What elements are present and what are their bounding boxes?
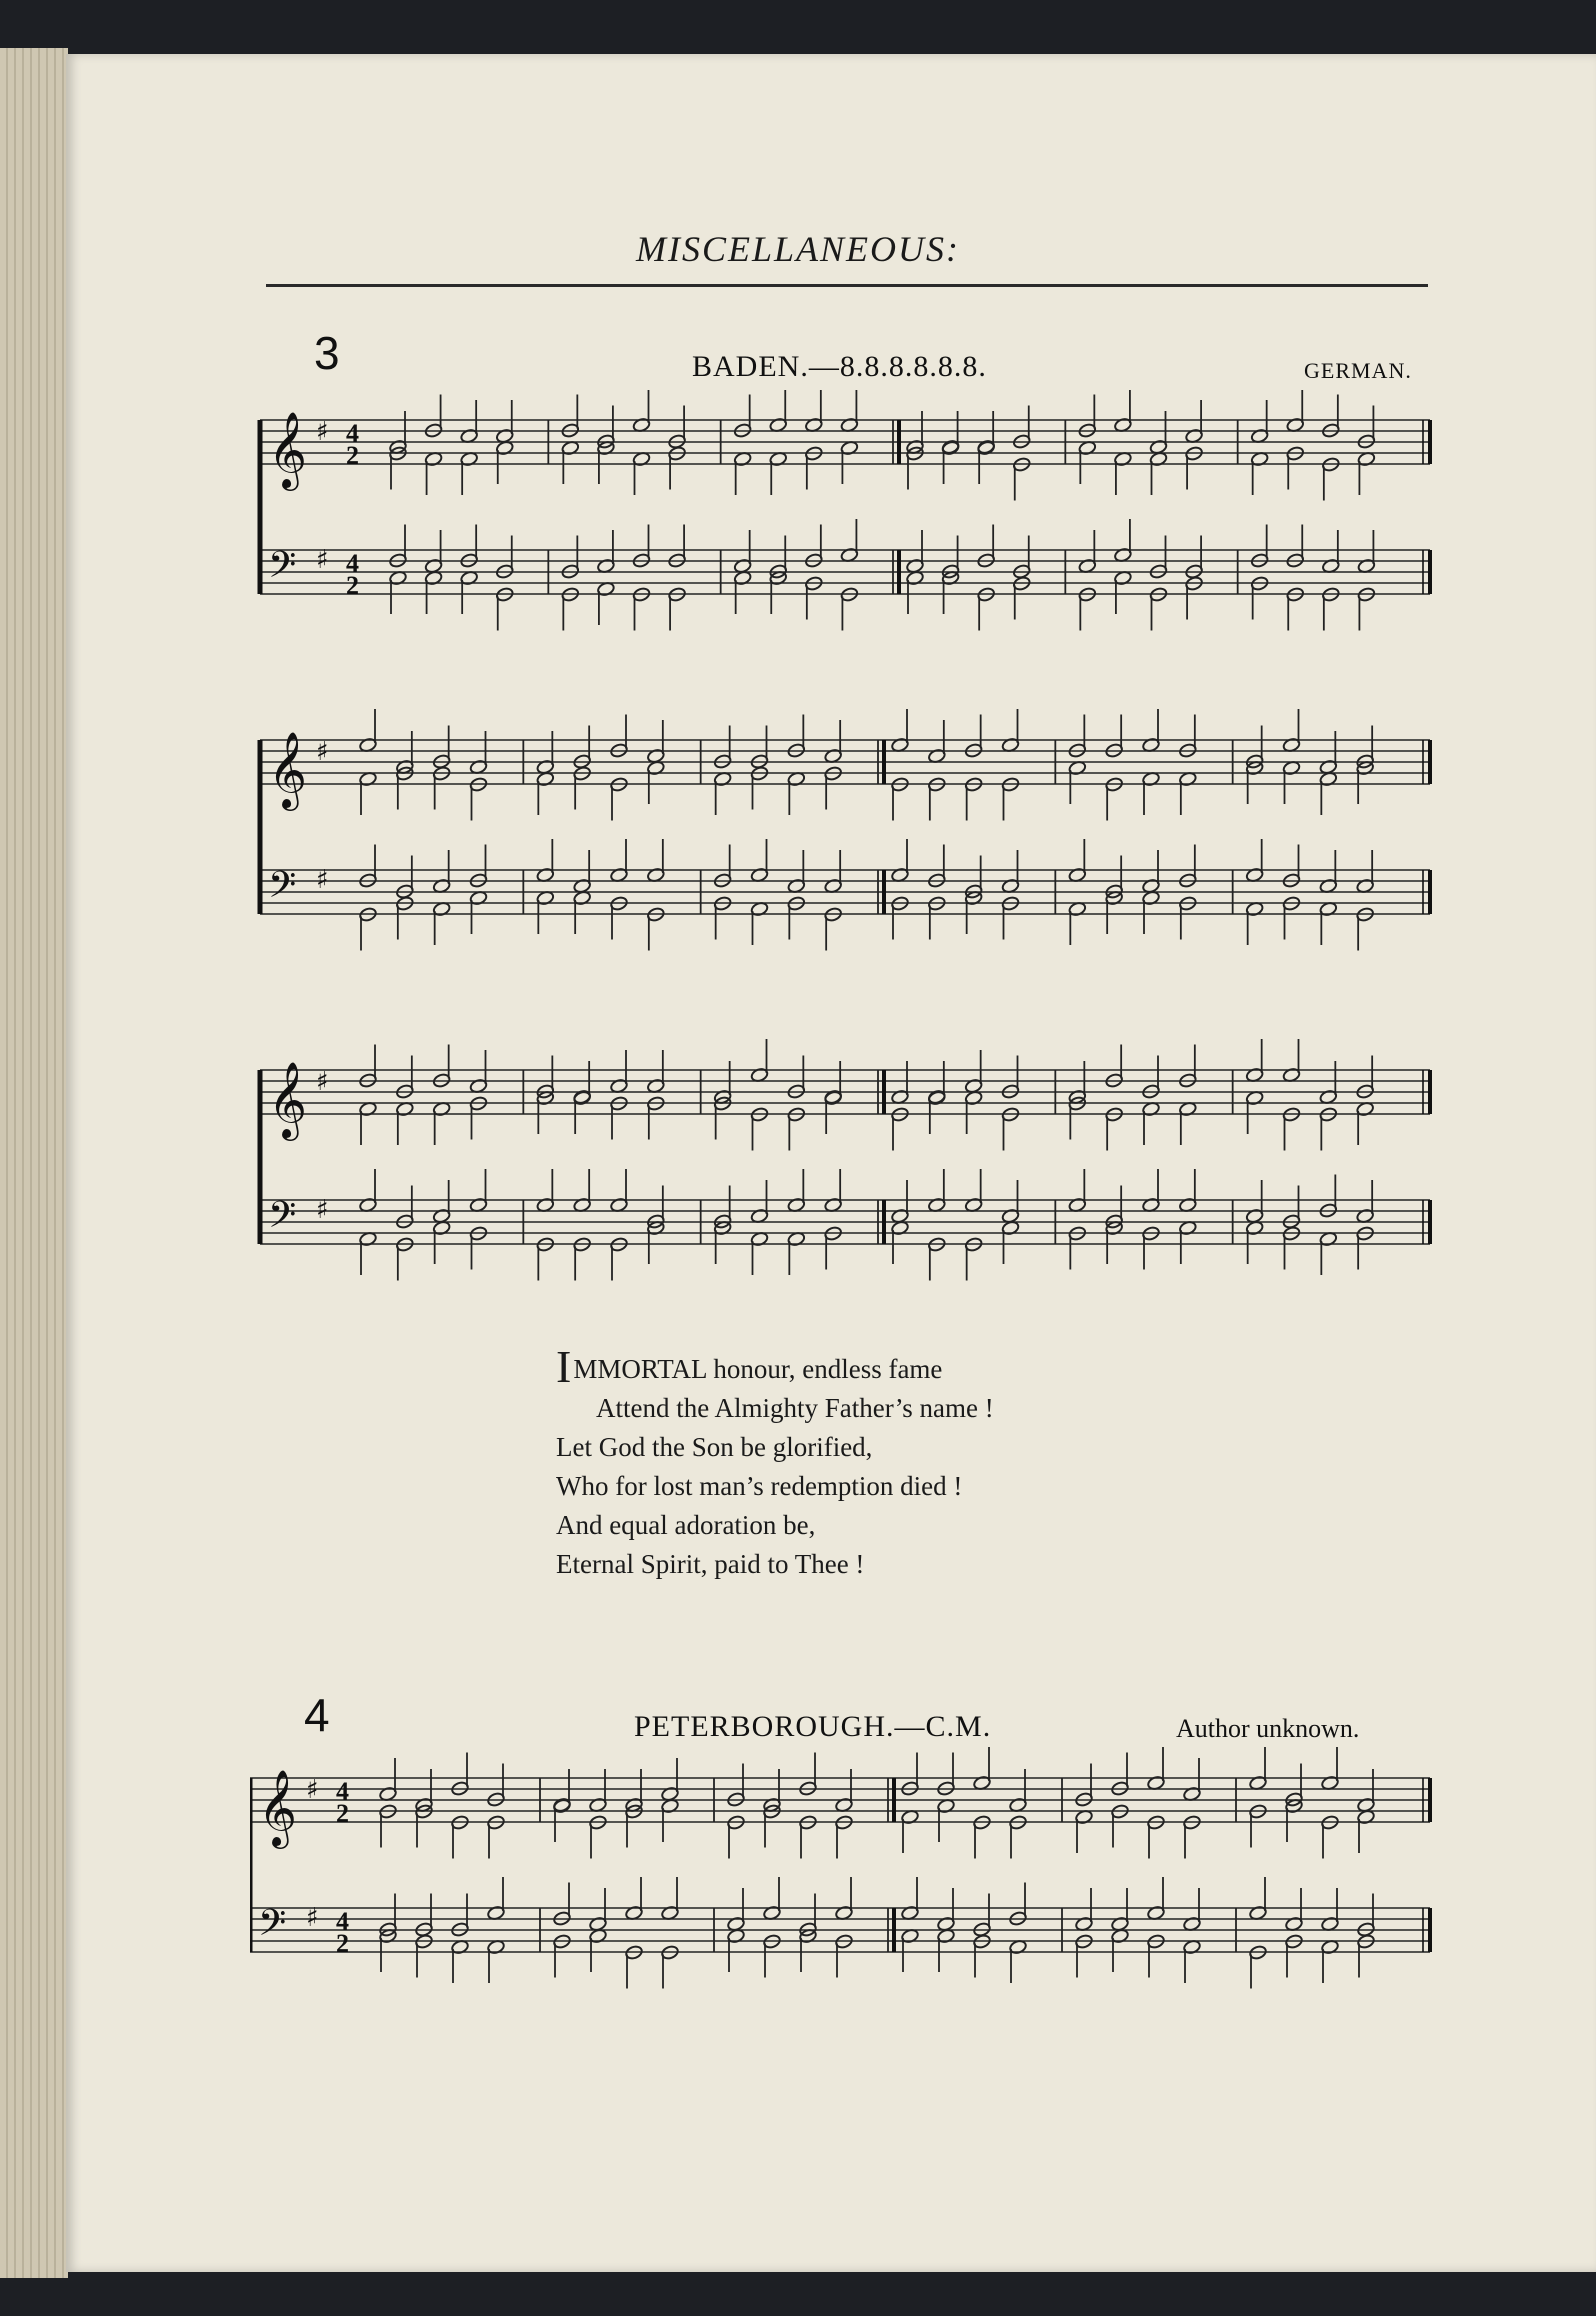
chord bbox=[460, 400, 479, 495]
verse-text bbox=[556, 1341, 994, 1584]
chord bbox=[469, 731, 488, 821]
chord bbox=[1105, 856, 1124, 935]
score-baden bbox=[250, 390, 1450, 1330]
chord bbox=[906, 411, 925, 490]
chord bbox=[1078, 395, 1097, 485]
chord bbox=[1009, 1769, 1028, 1859]
chord bbox=[1178, 715, 1197, 816]
chord bbox=[1319, 1175, 1338, 1276]
chord bbox=[1147, 1877, 1166, 1978]
chord bbox=[1105, 1045, 1124, 1151]
time-signature-top: 4 bbox=[346, 549, 359, 578]
chord bbox=[927, 1169, 946, 1281]
chord bbox=[964, 856, 983, 935]
running-head: MISCELLANEOUS: bbox=[636, 229, 960, 269]
key-sharp-icon: ♯ bbox=[316, 417, 329, 447]
chord bbox=[668, 406, 687, 490]
bass-clef-icon: 𝄢 bbox=[268, 544, 297, 595]
verse-line-4: Who for lost man’s redemption died ! bbox=[556, 1471, 963, 1501]
chord bbox=[1321, 395, 1340, 501]
chord bbox=[460, 525, 479, 615]
chord bbox=[1282, 709, 1301, 804]
chord bbox=[964, 715, 983, 821]
chord bbox=[840, 519, 859, 631]
chord bbox=[1078, 530, 1097, 631]
chord bbox=[432, 726, 451, 810]
chord bbox=[1183, 1888, 1202, 1983]
chord bbox=[432, 1045, 451, 1146]
time-signature-bottom: 2 bbox=[346, 441, 359, 470]
chord bbox=[625, 1769, 644, 1848]
chord bbox=[713, 1061, 732, 1140]
bass-clef-icon: 𝄢 bbox=[268, 1194, 297, 1245]
chord bbox=[927, 720, 946, 821]
chord bbox=[632, 525, 651, 631]
chord bbox=[787, 850, 806, 940]
chord bbox=[804, 390, 823, 490]
chord bbox=[1357, 406, 1376, 496]
verse-line-6: Eternal Spirit, paid to Thee ! bbox=[556, 1549, 865, 1579]
chord bbox=[646, 839, 665, 951]
chord bbox=[1012, 536, 1031, 620]
chord bbox=[469, 1050, 488, 1140]
chord bbox=[941, 536, 960, 615]
chord bbox=[1356, 850, 1375, 951]
chord bbox=[451, 1753, 470, 1859]
chord bbox=[1142, 1056, 1161, 1146]
chord bbox=[750, 726, 769, 810]
chord bbox=[891, 839, 910, 940]
chord bbox=[1075, 1764, 1094, 1854]
chord bbox=[1321, 1747, 1340, 1859]
chord bbox=[395, 856, 414, 940]
verse-line-2: Attend the Almighty Father’s name ! bbox=[596, 1393, 994, 1423]
verse-line-1 bbox=[556, 1341, 994, 1392]
chord bbox=[964, 1169, 983, 1281]
treble-clef-icon: 𝄞 bbox=[258, 1769, 298, 1846]
chord bbox=[395, 1056, 414, 1146]
composer-peterborough: Author unknown. bbox=[1176, 1714, 1360, 1743]
chord bbox=[835, 1877, 854, 1978]
chord bbox=[1250, 400, 1269, 495]
chord bbox=[610, 1169, 629, 1281]
chord bbox=[1357, 530, 1376, 631]
chord bbox=[597, 530, 616, 625]
time-signature-bottom: 2 bbox=[336, 1929, 349, 1958]
verse-line-3: Let God the Son be glorified, bbox=[556, 1432, 873, 1462]
bass-clef-group bbox=[268, 1194, 329, 1245]
chord bbox=[891, 709, 910, 821]
chord bbox=[1286, 525, 1305, 631]
treble-clef-icon: 𝄞 bbox=[268, 1061, 308, 1138]
chord bbox=[891, 1061, 910, 1151]
chord bbox=[824, 720, 843, 810]
chord bbox=[389, 525, 408, 615]
time-signature-bottom: 2 bbox=[336, 1799, 349, 1828]
key-sharp-icon: ♯ bbox=[316, 737, 329, 767]
chord bbox=[973, 1894, 992, 1978]
chord bbox=[937, 1753, 956, 1843]
key-sharp-icon: ♯ bbox=[316, 1195, 329, 1225]
book-page-edges bbox=[0, 48, 68, 2278]
chord bbox=[1249, 1747, 1268, 1848]
chord bbox=[668, 525, 687, 631]
chord bbox=[835, 1769, 854, 1859]
chord bbox=[824, 850, 843, 951]
chord bbox=[763, 1769, 782, 1848]
chord bbox=[432, 850, 451, 945]
treble-clef-group bbox=[268, 731, 329, 811]
chord bbox=[1285, 1764, 1304, 1843]
chord bbox=[415, 1894, 434, 1978]
chord bbox=[787, 715, 806, 816]
verse-dropcap: I bbox=[556, 1341, 572, 1392]
hymn-number-4: 4 bbox=[304, 1689, 330, 1741]
chord bbox=[1319, 850, 1338, 945]
chord bbox=[1282, 1186, 1301, 1270]
chord bbox=[1178, 1045, 1197, 1146]
chord bbox=[536, 1056, 555, 1135]
tune-title-baden: BADEN.—8.8.8.8.8.8. bbox=[692, 350, 987, 383]
chord bbox=[824, 1169, 843, 1270]
chord bbox=[1105, 1186, 1124, 1265]
chord bbox=[733, 395, 752, 496]
chord bbox=[661, 1877, 680, 1989]
score-peterborough bbox=[250, 1742, 1450, 2062]
chord bbox=[469, 1169, 488, 1270]
chord bbox=[1114, 519, 1133, 614]
chord bbox=[1185, 400, 1204, 490]
chord bbox=[1321, 530, 1340, 631]
chord bbox=[763, 1877, 782, 1978]
chord bbox=[799, 1894, 818, 1973]
chord bbox=[625, 1877, 644, 1989]
chord bbox=[379, 1894, 398, 1973]
chord bbox=[610, 715, 629, 821]
chord bbox=[646, 1050, 665, 1140]
chord bbox=[713, 1186, 732, 1265]
chord bbox=[769, 536, 788, 615]
verse-first-word: MMORTAL bbox=[573, 1354, 707, 1384]
chord bbox=[1075, 1888, 1094, 1978]
chord bbox=[610, 1050, 629, 1140]
time-signature-top: 4 bbox=[346, 419, 359, 448]
chord bbox=[1009, 1883, 1028, 1984]
time-signature-bottom: 2 bbox=[346, 571, 359, 600]
chord bbox=[1183, 1758, 1202, 1859]
chord bbox=[469, 845, 488, 935]
chord bbox=[646, 1186, 665, 1265]
treble-clef-group bbox=[268, 411, 329, 491]
time-signature-top: 4 bbox=[336, 1777, 349, 1806]
bass-clef-group bbox=[268, 544, 329, 595]
bass-clef-group bbox=[268, 864, 329, 915]
chord bbox=[901, 1753, 920, 1854]
key-sharp-icon: ♯ bbox=[306, 1903, 319, 1933]
chord bbox=[977, 411, 996, 484]
chord bbox=[415, 1769, 434, 1848]
chord bbox=[536, 839, 555, 934]
header-rule bbox=[266, 284, 1428, 287]
chord bbox=[1285, 1888, 1304, 1978]
tune-title-peterborough: PETERBOROUGH.—C.M. bbox=[634, 1710, 992, 1743]
chord bbox=[1357, 1894, 1376, 1978]
bass-clef-icon: 𝄢 bbox=[258, 1902, 287, 1953]
treble-clef-group bbox=[268, 1061, 329, 1141]
verse-first-line-rest: honour, endless fame bbox=[706, 1354, 943, 1384]
hymn-number-3: 3 bbox=[314, 327, 340, 379]
chord bbox=[1245, 1039, 1264, 1134]
chord bbox=[1245, 726, 1264, 805]
chord bbox=[1068, 1061, 1087, 1140]
chord bbox=[1319, 1061, 1338, 1151]
key-sharp-icon: ♯ bbox=[316, 1067, 329, 1097]
chord bbox=[1147, 1747, 1166, 1859]
chord bbox=[1356, 1180, 1375, 1270]
bass-clef-icon: 𝄢 bbox=[268, 864, 297, 915]
chord bbox=[424, 395, 443, 496]
chord bbox=[824, 1061, 843, 1134]
bass-clef-group bbox=[258, 1902, 319, 1953]
treble-clef-group bbox=[258, 1769, 319, 1849]
chord bbox=[359, 1045, 378, 1146]
key-sharp-icon: ♯ bbox=[316, 545, 329, 575]
chord bbox=[536, 1169, 555, 1281]
chord bbox=[359, 845, 378, 951]
chord bbox=[1249, 1877, 1268, 1989]
chord bbox=[597, 406, 616, 485]
chord bbox=[1105, 715, 1124, 821]
chord bbox=[799, 1753, 818, 1859]
chord bbox=[941, 411, 960, 484]
chord bbox=[927, 1061, 946, 1134]
chord bbox=[451, 1894, 470, 1984]
time-signature-top: 4 bbox=[336, 1907, 349, 1936]
chord bbox=[379, 1758, 398, 1848]
chord bbox=[561, 395, 580, 485]
chord bbox=[713, 726, 732, 816]
chord bbox=[573, 1169, 592, 1281]
chord bbox=[1068, 1169, 1087, 1270]
chord bbox=[389, 411, 408, 490]
chord bbox=[973, 1747, 992, 1859]
chord bbox=[573, 726, 592, 810]
chord bbox=[1068, 715, 1087, 805]
key-sharp-icon: ♯ bbox=[316, 865, 329, 895]
chord bbox=[1001, 850, 1020, 940]
chord bbox=[1178, 1169, 1197, 1264]
treble-clef-icon: 𝄞 bbox=[268, 411, 308, 488]
chord bbox=[901, 1877, 920, 1972]
chord bbox=[840, 390, 859, 484]
key-sharp-icon: ♯ bbox=[306, 1775, 319, 1805]
verse-line-5: And equal adoration be, bbox=[556, 1510, 816, 1540]
chord bbox=[1286, 390, 1305, 490]
chord bbox=[750, 1180, 769, 1275]
treble-clef-icon: 𝄞 bbox=[268, 731, 308, 808]
chord bbox=[1142, 1169, 1161, 1270]
chord bbox=[977, 525, 996, 631]
chord bbox=[553, 1769, 572, 1842]
chord bbox=[395, 731, 414, 810]
composer-baden: GERMAN. bbox=[1304, 358, 1412, 383]
chord bbox=[610, 839, 629, 940]
chord bbox=[1356, 726, 1375, 805]
chord bbox=[589, 1769, 608, 1859]
chord bbox=[750, 1039, 769, 1151]
chord bbox=[1321, 1888, 1340, 1983]
chord bbox=[1356, 1056, 1375, 1146]
chord bbox=[1282, 1039, 1301, 1151]
chord bbox=[1001, 709, 1020, 821]
chord bbox=[1185, 536, 1204, 620]
chord bbox=[573, 1061, 592, 1134]
